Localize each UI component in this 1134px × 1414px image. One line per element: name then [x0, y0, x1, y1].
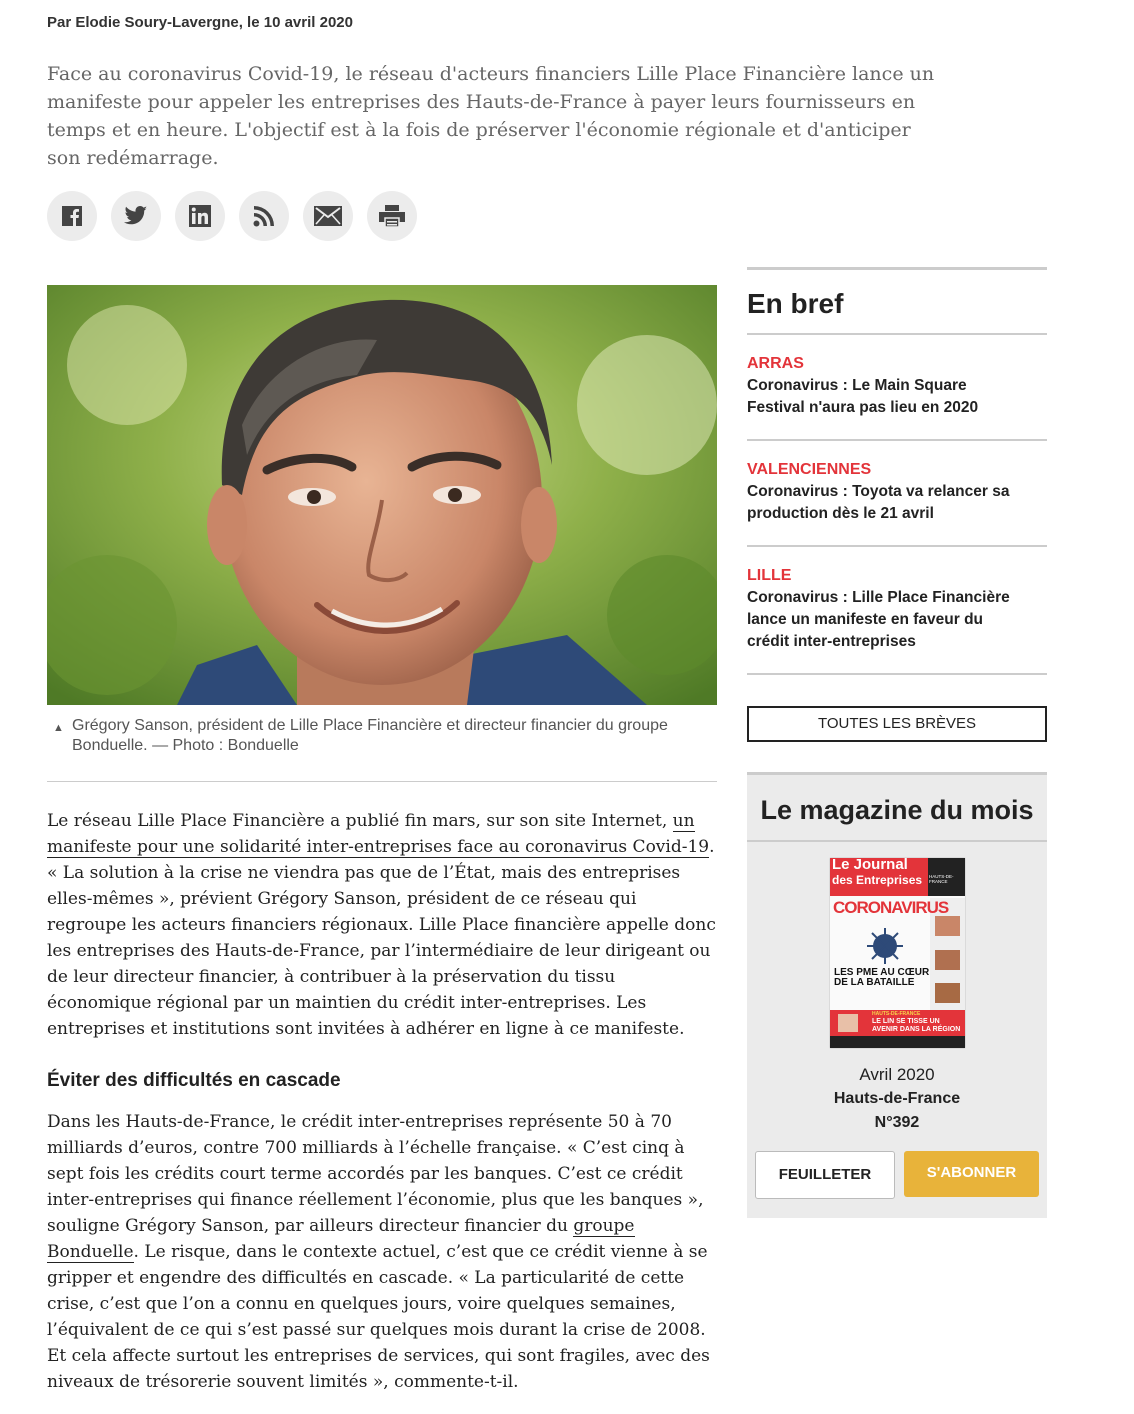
twitter-icon: [124, 206, 148, 226]
share-facebook-button[interactable]: [47, 191, 97, 241]
brief-item[interactable]: [747, 565, 1047, 653]
article-lead: Face au coronavirus Covid-19, le réseau d'acteurs financiers Lille Place Financière lance un manifeste pour appeler les entreprises des Hauts-de-France à payer leurs fournisseurs en temps et en heure. L'objectif est à la fois de préserver l'économie régionale et d'anticiper son redémarrage.: [47, 63, 935, 169]
share-twitter-button[interactable]: [111, 191, 161, 241]
article-subheading: Éviter des difficultés en cascade: [47, 1070, 341, 1091]
subscribe-button[interactable]: S'ABONNER: [904, 1151, 1039, 1197]
facebook-icon: [61, 205, 83, 227]
brief-city: LILLE: [747, 567, 792, 584]
photo-caption: [47, 716, 717, 756]
paragraph-text: . « La solution à la crise ne viendra pas que de l’État, mais des entreprises elles-mêmes », prévient Grégory Sanson, président de ce réseau qui regroupe les acteurs financiers régionaux. Lille Place financière appelle donc les entreprises des Hauts-de-France, par l’intermédiaire de leur dirigeant ou de leur directeur financier, à contribuer à la préservation du tissu économique régional par un maintien du crédit inter-entreprises. Les entreprises et institutions sont invitées à adhérer en ligne à ce manifeste.: [47, 837, 716, 1039]
article-photo: [47, 285, 717, 705]
cover-subhead: LES PME AU CŒUR DE LA BATAILLE: [834, 967, 930, 988]
article-paragraph-1: [47, 808, 717, 1042]
share-rss-button[interactable]: [239, 191, 289, 241]
cover-logo-top: Le Journal: [832, 858, 908, 873]
caption-triangle-icon: ▲: [53, 722, 64, 734]
brief-city: VALENCIENNES: [747, 461, 872, 478]
article-byline: Par Elodie Soury-Lavergne, le 10 avril 2020: [47, 14, 353, 31]
share-mail-button[interactable]: [303, 191, 353, 241]
sidebar-top-rule: [747, 267, 1047, 270]
brief-item[interactable]: [747, 353, 1047, 419]
divider: [747, 545, 1047, 547]
mail-icon: [314, 206, 342, 226]
divider: [747, 439, 1047, 441]
article-paragraph-2: [47, 1109, 717, 1395]
magazine-number: N°392: [874, 1114, 920, 1131]
divider: [747, 673, 1047, 675]
divider: [47, 781, 717, 782]
share-linkedin-button[interactable]: [175, 191, 225, 241]
share-bar: [47, 191, 417, 241]
brief-city: ARRAS: [747, 355, 804, 372]
all-briefs-button[interactable]: TOUTES LES BRÈVES: [747, 706, 1047, 742]
cover-edition: HAUTS-DE-FRANCE: [929, 874, 954, 884]
paragraph-text: Dans les Hauts-de-France, le crédit inter-entreprises représente 50 à 70 milliards d’euros, contre 700 milliards à l’échelle française. « C’est cinq à sept fois les crédits court terme accordés par les banques. C’est ce crédit inter-entreprises qui finance réellement l’économie, plus que les banques », souligne Grégory Sanson, par ailleurs directeur financier du: [47, 1112, 704, 1236]
paragraph-text: . Le risque, dans le contexte actuel, c’est que ce crédit vienne à se gripper et engendre des difficultés en cascade. « La particularité de cette crise, c’est que l’on a connu en quelques jours, voire quelques semaines, l’équivalent de ce qui s’est passé sur quelques mois durant la crise de 2008. Et cela affecte surtout les entreprises de services, qui sont fragiles, avec des niveaux de trésorerie souvent limités », commente-t-il.: [47, 1242, 710, 1392]
magazine-title: Le magazine du mois: [760, 795, 1034, 825]
divider: [747, 333, 1047, 335]
cover-banner-kicker: HAUTS-DE-FRANCE: [872, 1011, 921, 1017]
rss-icon: [253, 205, 275, 227]
magazine-region: Hauts-de-France: [833, 1090, 961, 1107]
bonduelle-link[interactable]: groupe Bonduelle: [47, 1216, 635, 1262]
magazine-date: Avril 2020: [859, 1065, 935, 1084]
brief-item[interactable]: [747, 459, 1047, 525]
brief-title[interactable]: Coronavirus : Lille Place Financière lance un manifeste en faveur du crédit inter-entreprises: [747, 589, 1010, 650]
cover-banner: LE LIN SE TISSE UN AVENIR DANS LA RÉGION: [872, 1018, 961, 1033]
magazine-cover[interactable]: [830, 858, 965, 1048]
share-print-button[interactable]: [367, 191, 417, 241]
feuilleter-button[interactable]: FEUILLETER: [755, 1151, 895, 1199]
caption-text: Grégory Sanson, président de Lille Place Financière et directeur financier du groupe Bonduelle. — Photo : Bonduelle: [72, 717, 668, 754]
paragraph-text: Le réseau Lille Place Financière a publié fin mars, sur son site Internet,: [47, 811, 673, 831]
cover-headline: CORONAVIRUS: [833, 898, 949, 917]
brief-title[interactable]: Coronavirus : Le Main Square Festival n'aura pas lieu en 2020: [747, 377, 979, 416]
print-icon: [379, 205, 405, 227]
cover-logo-bottom: des Entreprises: [832, 873, 923, 887]
linkedin-icon: [189, 205, 211, 227]
magazine-box: [747, 772, 1047, 1218]
brief-title[interactable]: Coronavirus : Toyota va relancer sa production dès le 21 avril: [747, 483, 1010, 522]
divider: [747, 840, 1047, 842]
manifeste-link[interactable]: un manifeste pour une solidarité inter-entreprises face au coronavirus Covid-19: [47, 811, 710, 857]
en-bref-title: En bref: [747, 288, 844, 319]
